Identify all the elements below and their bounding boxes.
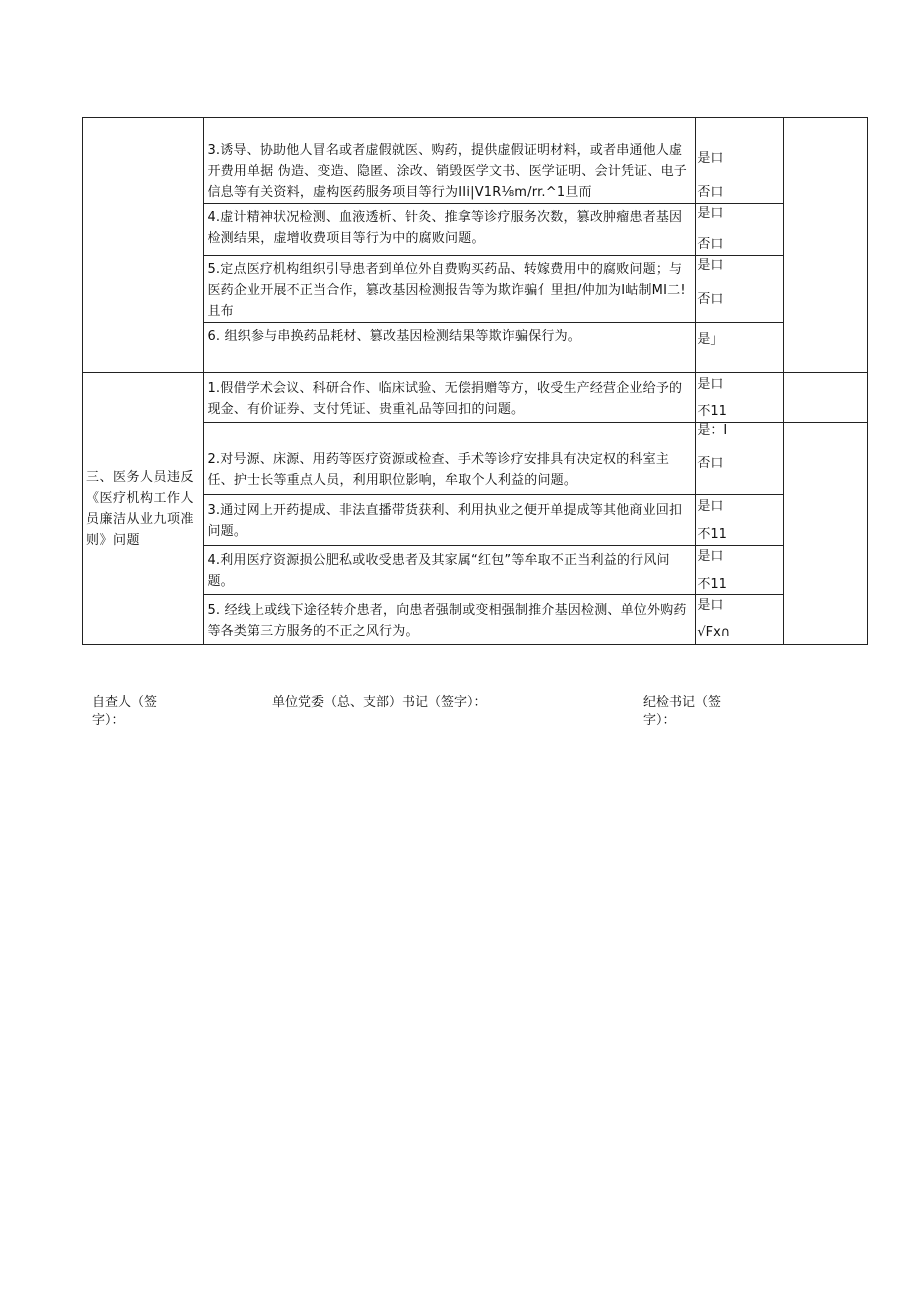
item-cell: [204, 373, 696, 423]
check-cell: [696, 546, 783, 595]
no-checkbox[interactable]: 否口: [697, 185, 724, 200]
remark-cell: [783, 118, 867, 373]
check-cell: [696, 118, 783, 204]
party-secretary-signature: 单位党委（总、支部）书记（签字）：: [272, 695, 487, 710]
table-row: [83, 373, 868, 423]
item-cell: [204, 595, 696, 645]
remark-cell: [783, 423, 867, 645]
check-cell: [696, 423, 783, 495]
yes-checkbox[interactable]: 是口: [697, 499, 724, 514]
no-checkbox[interactable]: 否口: [697, 292, 724, 307]
check-cell: [696, 495, 783, 546]
no-checkbox[interactable]: 否口: [697, 237, 724, 252]
item-text: 1.假借学术会议、科研合作、临床试验、无偿捐赠等方，收受生产经营企业给予的现金、有价证券、支付凭证、贵重礼品等回扣的问题。: [207, 381, 683, 417]
yes-checkbox[interactable]: 是口: [697, 258, 724, 273]
item-text: 2.对号源、床源、用药等医疗资源或检查、手术等诊疗安排具有决定权的科室主任、护士长等重点人员，利用职位影响，牟取个人利益的问题。: [207, 452, 670, 488]
check-cell: [696, 373, 783, 423]
item-text: 6. 组织参与串换药品耗材、篡改基因检测结果等欺诈骗保行为。: [207, 329, 581, 344]
item-cell: [204, 256, 696, 323]
yes-checkbox[interactable]: 是口: [697, 151, 724, 166]
check-cell: [696, 256, 783, 323]
item-text: 5. 经线上或线下途径转介患者，向患者强制或变相强制推介基因检测、单位外购药等各类第三方服务的不正之风行为。: [207, 603, 687, 639]
item-text: 3.诱导、协助他人冒名或者虚假就医、购药，提供虚假证明材料，或者串通他人虚开费用单据 伪造、变造、隐匿、涂改、销毁医学文书、医学证明、会计凭证、电子信息等有关资料，虚构医药服务项目等行为IIi|V1R⅛m/rr.^1旦而: [207, 143, 687, 200]
check-cell: [696, 595, 783, 645]
item-text: 5.定点医疗机构组织引导患者到单位外自费购买药品、转嫁费用中的腐败问题；与医药企业开展不正当合作，篡改基因检测报告等为欺诈骗亻里担/仲加为I岵制MI二!且布: [207, 262, 686, 319]
category-cell: [83, 373, 204, 645]
yes-checkbox[interactable]: 是：I: [697, 423, 728, 438]
category-cell-continued: [83, 118, 204, 373]
category-label: 三、医务人员违反《医疗机构工作人员廉洁从业九项准则》问题: [86, 469, 195, 548]
yes-checkbox[interactable]: 是口: [697, 206, 724, 221]
no-checkbox[interactable]: 否口: [697, 456, 724, 471]
item-cell: [204, 204, 696, 256]
discipline-secretary-signature: 纪检书记（签字）：: [643, 695, 722, 728]
yes-checkbox[interactable]: 是」: [697, 332, 724, 347]
item-cell: [204, 423, 696, 495]
item-text: 4.利用医疗资源损公肥私或收受患者及其家属“红包”等牟取不正当利益的行风问题。: [207, 553, 670, 589]
item-cell: [204, 495, 696, 546]
check-cell: [696, 204, 783, 256]
yes-checkbox[interactable]: 是口: [697, 377, 724, 392]
no-checkbox[interactable]: 不11: [697, 404, 727, 419]
self-check-signature: 自查人（签字）：: [92, 695, 158, 728]
item-text: 3.通过网上开药提成、非法直播带货获利、利用执业之便开单提成等其他商业回扣问题。: [207, 503, 683, 539]
item-text: 4.虚计精神状况检测、血液透析、针灸、推拿等诊疗服务次数，篡改肿瘤患者基因检测结果，虚增收费项目等行为中的腐败问题。: [207, 210, 683, 246]
yes-checkbox[interactable]: 是口: [697, 598, 724, 613]
self-check-table: [82, 117, 868, 645]
check-cell: [696, 323, 783, 373]
yes-checkbox[interactable]: 是口: [697, 549, 724, 564]
table-row: [83, 118, 868, 204]
remark-cell: [783, 373, 867, 423]
no-checkbox[interactable]: 不11: [697, 577, 727, 592]
no-checkbox[interactable]: 不11: [697, 527, 727, 542]
no-checkbox[interactable]: √Fx∩: [697, 625, 731, 640]
item-cell: [204, 323, 696, 373]
item-cell: [204, 118, 696, 204]
item-cell: [204, 546, 696, 595]
